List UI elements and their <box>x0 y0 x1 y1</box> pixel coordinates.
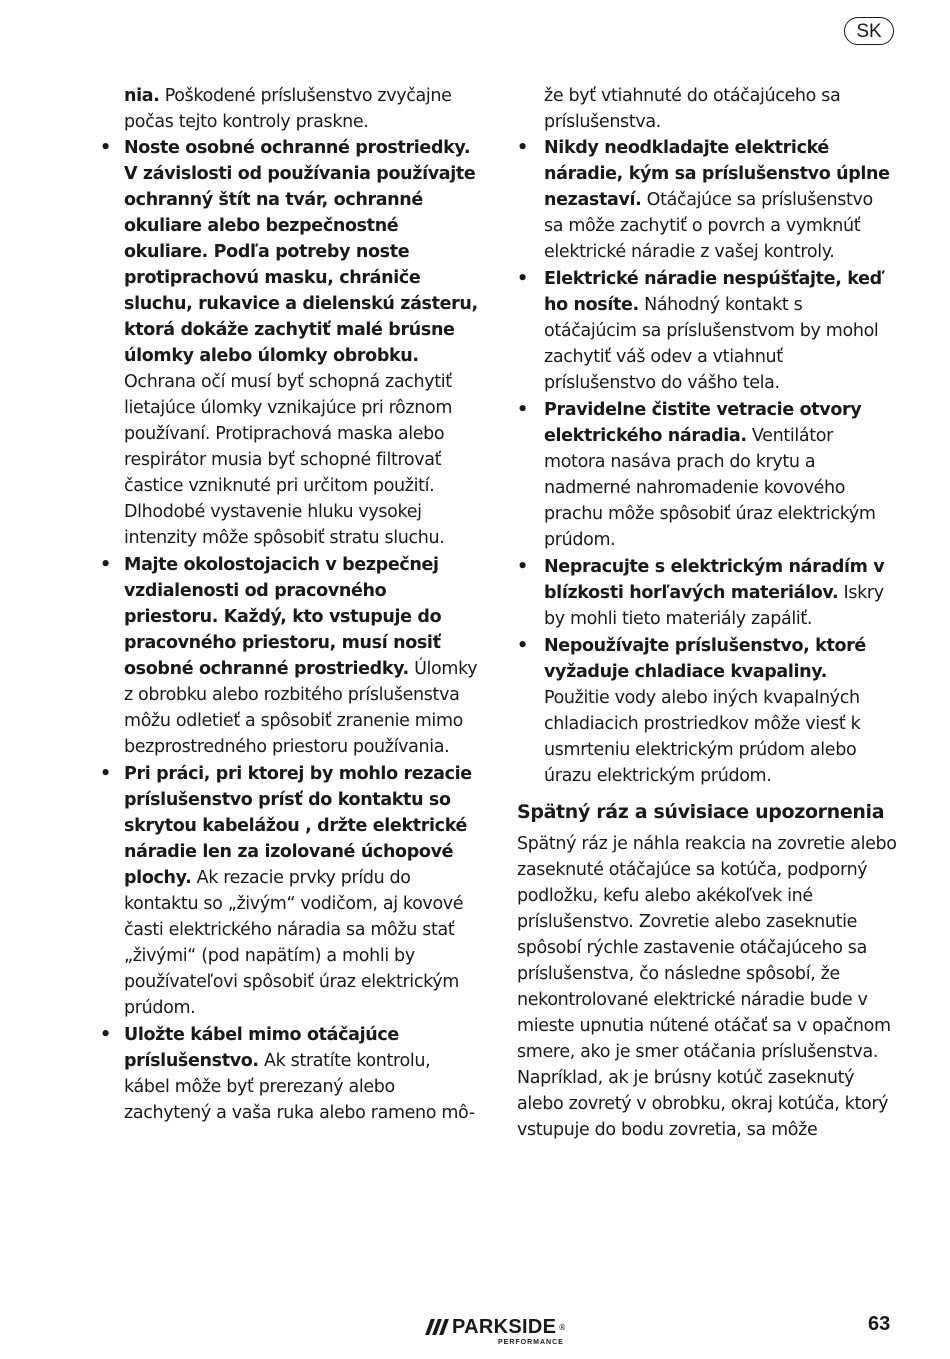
item-bold: Uložte kábel mimo otáčajúce príslušenstvo. <box>124 1025 399 1071</box>
item-bold: Nepoužívajte príslušenstvo, ktoré vyžaduje chladiace kvapaliny. <box>544 636 866 682</box>
bullet: • <box>100 138 111 158</box>
item-bold: Pri práci, pri ktorej by mohlo rezacie príslušenstvo prísť do kontaktu so skrytou kabelážou , držte elektrické náradie len za izolované úchopové plochy. <box>124 764 472 888</box>
item-text: Iskry by mohli tieto materiály zapáliť. <box>544 583 884 629</box>
list-item <box>517 554 897 632</box>
item-bold: Pravidelne čistite vetracie otvory elektrického náradia. <box>544 400 862 446</box>
brand-name: PARKSIDE <box>452 1316 557 1338</box>
bullet: • <box>517 269 528 289</box>
section-heading: Spätný ráz a súvisiace upozornenia <box>517 801 885 823</box>
item-bold: Noste osobné ochranné prostriedky. V závislosti od používania používajte ochranný štít na tvár, ochranné okuliare alebo bezpečnostné okuliare. Podľa potreby noste protiprachovú masku, chrániče sluchu, rukavice a dielenskú zásteru, ktorá dokáže zachytiť malé brúsne úlomky alebo úlomky obrobku. <box>124 138 478 366</box>
language-badge: SK <box>844 17 894 45</box>
item-text: Ochrana očí musí byť schopná zachytiť lietajúce úlomky vznikajúce pri rôznom používaní. Protiprachová maska alebo respirátor musia byť schopné filtrovať častice vzniknuté pri určitom použití. Dlhodobé vystavenie hluku vysokej intenzity môže spôsobiť stratu sluchu. <box>124 372 453 548</box>
list-item <box>517 633 897 789</box>
registered-mark: ® <box>558 1322 567 1332</box>
page-number: 63 <box>868 1313 891 1335</box>
bullet: • <box>517 400 528 420</box>
bullet: • <box>100 764 111 784</box>
paragraph: Spätný ráz je náhla reakcia na zovretie alebo zaseknuté otáčajúce sa kotúča, podporný podložku, kefu alebo akékoľvek iné príslušenstvo. Zovretie alebo zaseknutie spôsobí rýchle zastavenie otáčajúceho sa príslušenstva, čo následne spôsobí, že nekontrolované elektrické náradie bude v mieste upnutia nútené otáčať sa v opačnom smere, ako je smer otáčania príslušenstva. <box>517 834 897 1062</box>
list-item <box>100 135 480 551</box>
parkside-logo <box>428 1316 567 1346</box>
item-text: Otáčajúce sa príslušenstvo sa môže zachytiť o povrch a vymknúť elektrické náradie z vašej kontroly. <box>544 190 873 262</box>
list-item <box>100 552 480 760</box>
continuation-text: že byť vtiahnuté do otáčajúceho sa príslušenstva. <box>544 86 841 132</box>
bullet: • <box>517 636 528 656</box>
item-text: Ak stratíte kontrolu, kábel môže byť prerezaný alebo zachytený a vaša ruka alebo rameno mô- <box>124 1051 475 1123</box>
left-column <box>100 83 480 1127</box>
paragraph: Napríklad, ak je brúsny kotúč zaseknutý alebo zovretý v obrobku, okraj kotúča, ktorý vstupuje do bodu zovretia, sa môže <box>517 1068 889 1140</box>
list-item <box>517 397 897 553</box>
bullet: • <box>100 1025 111 1045</box>
bullet: • <box>517 138 528 158</box>
right-column <box>517 83 897 1143</box>
list-item <box>100 761 480 1021</box>
list-item <box>517 266 897 396</box>
item-text: Ak rezacie prvky prídu do kontaktu so „živým“ vodičom, aj kovové časti elektrického náradia sa môžu stať „živými“ (pod napätím) a mohli by používateľovi spôsobiť úraz elektrickým prúdom. <box>124 868 464 1018</box>
item-bold: Nepracujte s elektrickým náradím v blízkosti horľavých materiálov. <box>544 557 885 603</box>
bullet: • <box>517 557 528 577</box>
intro-paragraph <box>100 83 480 135</box>
item-text: Úlomky z obrobku alebo rozbitého príslušenstva môžu odletieť a spôsobiť zranenie mimo bezprostredného priestoru používania. <box>124 659 478 757</box>
bullet: • <box>100 555 111 575</box>
item-text: Použitie vody alebo iných kvapalných chladiacich prostriedkov môže viesť k usmrteniu elektrickým prúdom alebo úrazu elektrickým prúdom. <box>544 688 861 786</box>
brand-subtitle: PERFORMANCE <box>498 1339 564 1346</box>
item-bold: Elektrické náradie nespúšťajte, keď ho nosíte. <box>544 269 882 315</box>
list-item <box>100 1022 480 1126</box>
item-bold: Majte okolostojacich v bezpečnej vzdialenosti od pracovného priestoru. Každý, kto vstupuje do pracovného priestoru, musí nosiť osobné ochranné prostriedky. <box>124 555 442 679</box>
intro-text: Poškodené príslušenstvo zvyčajne počas tejto kontroly praskne. <box>124 86 452 132</box>
item-text: Náhodný kontakt s otáčajúcim sa príslušenstvom by mohol zachytiť váš odev a vtiahnuť príslušenstvo do vášho tela. <box>544 295 879 393</box>
item-bold: Nikdy neodkladajte elektrické náradie, kým sa príslušenstvo úplne nezastaví. <box>544 138 890 210</box>
intro-bold: nia. <box>124 86 160 106</box>
item-text: Ventilátor motora nasáva prach do krytu a nadmerné nahromadenie kovového prachu môže spôsobiť úraz elektrickým prúdom. <box>544 426 876 550</box>
logo-stripes-icon <box>425 1319 449 1335</box>
list-item <box>517 135 897 265</box>
